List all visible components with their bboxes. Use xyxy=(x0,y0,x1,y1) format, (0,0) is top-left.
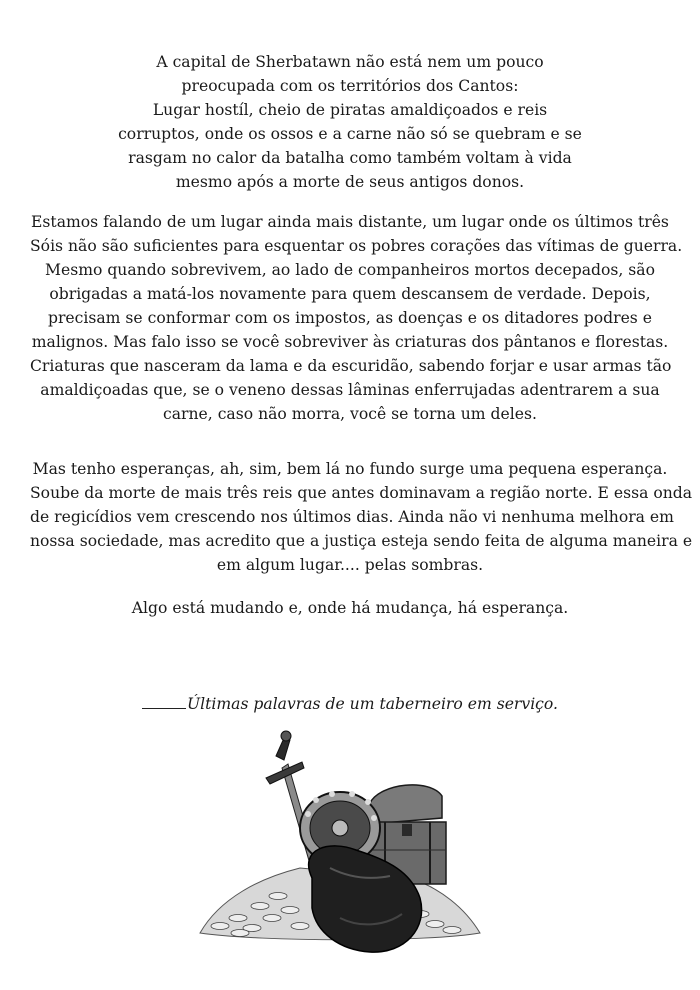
paragraph-intro xyxy=(30,50,670,194)
signature-rule xyxy=(142,696,186,709)
text-line: em algum lugar.... pelas sombras. xyxy=(216,556,484,574)
text-line: Mesmo quando sobrevivem, ao lado de companheiros mortos decepados, são xyxy=(45,261,655,279)
text-line: Lugar hostíl, cheio de piratas amaldiçoados e reis xyxy=(152,101,548,119)
paragraph-distant-lands xyxy=(30,210,683,426)
signature-line xyxy=(30,692,670,716)
treasure-illustration xyxy=(180,728,500,968)
text-line: Criaturas que nasceram da lama e da escuridão, sabendo forjar e usar armas tão xyxy=(30,357,672,375)
text-line: obrigadas a matá-los novamente para quem descansem de verdade. Depois, xyxy=(49,285,651,303)
signature-text: Últimas palavras de um taberneiro em serviço. xyxy=(186,695,558,713)
text-line: Sóis não são suficientes para esquentar os pobres corações das vítimas de guerra. xyxy=(30,237,683,255)
paragraph-hope xyxy=(30,457,693,577)
text-line: corruptos, onde os ossos e a carne não só se quebram e se xyxy=(118,125,582,143)
paragraph-closing xyxy=(30,596,670,620)
text-line: mesmo após a morte de seus antigos donos. xyxy=(175,173,525,191)
text-line: Algo está mudando e, onde há mudança, há esperança. xyxy=(131,599,569,617)
text-line: preocupada com os territórios dos Cantos: xyxy=(181,77,519,95)
text-line: nossa sociedade, mas acredito que a justiça esteja sendo feita de alguma maneira e xyxy=(30,532,693,550)
text-line: Mas tenho esperanças, ah, sim, bem lá no fundo surge uma pequena esperança. xyxy=(32,460,668,478)
text-line: A capital de Sherbatawn não está nem um pouco xyxy=(156,53,544,71)
text-line: de regicídios vem crescendo nos últimos dias. Ainda não vi nenhuma melhora em xyxy=(30,508,674,526)
text-line: amaldiçoadas que, se o veneno dessas lâminas enferrujadas adentrarem a sua xyxy=(40,381,660,399)
text-line: Soube da morte de mais três reis que antes dominavam a região norte. E essa onda xyxy=(30,484,693,502)
text-line: Estamos falando de um lugar ainda mais distante, um lugar onde os últimos três xyxy=(31,213,669,231)
text-line: precisam se conformar com os impostos, as doenças e os ditadores podres e xyxy=(47,309,652,327)
text-line: carne, caso não morra, você se torna um deles. xyxy=(163,405,537,423)
text-line: malignos. Mas falo isso se você sobreviver às criaturas dos pântanos e florestas. xyxy=(31,333,669,351)
text-line: rasgam no calor da batalha como também voltam à vida xyxy=(128,149,572,167)
